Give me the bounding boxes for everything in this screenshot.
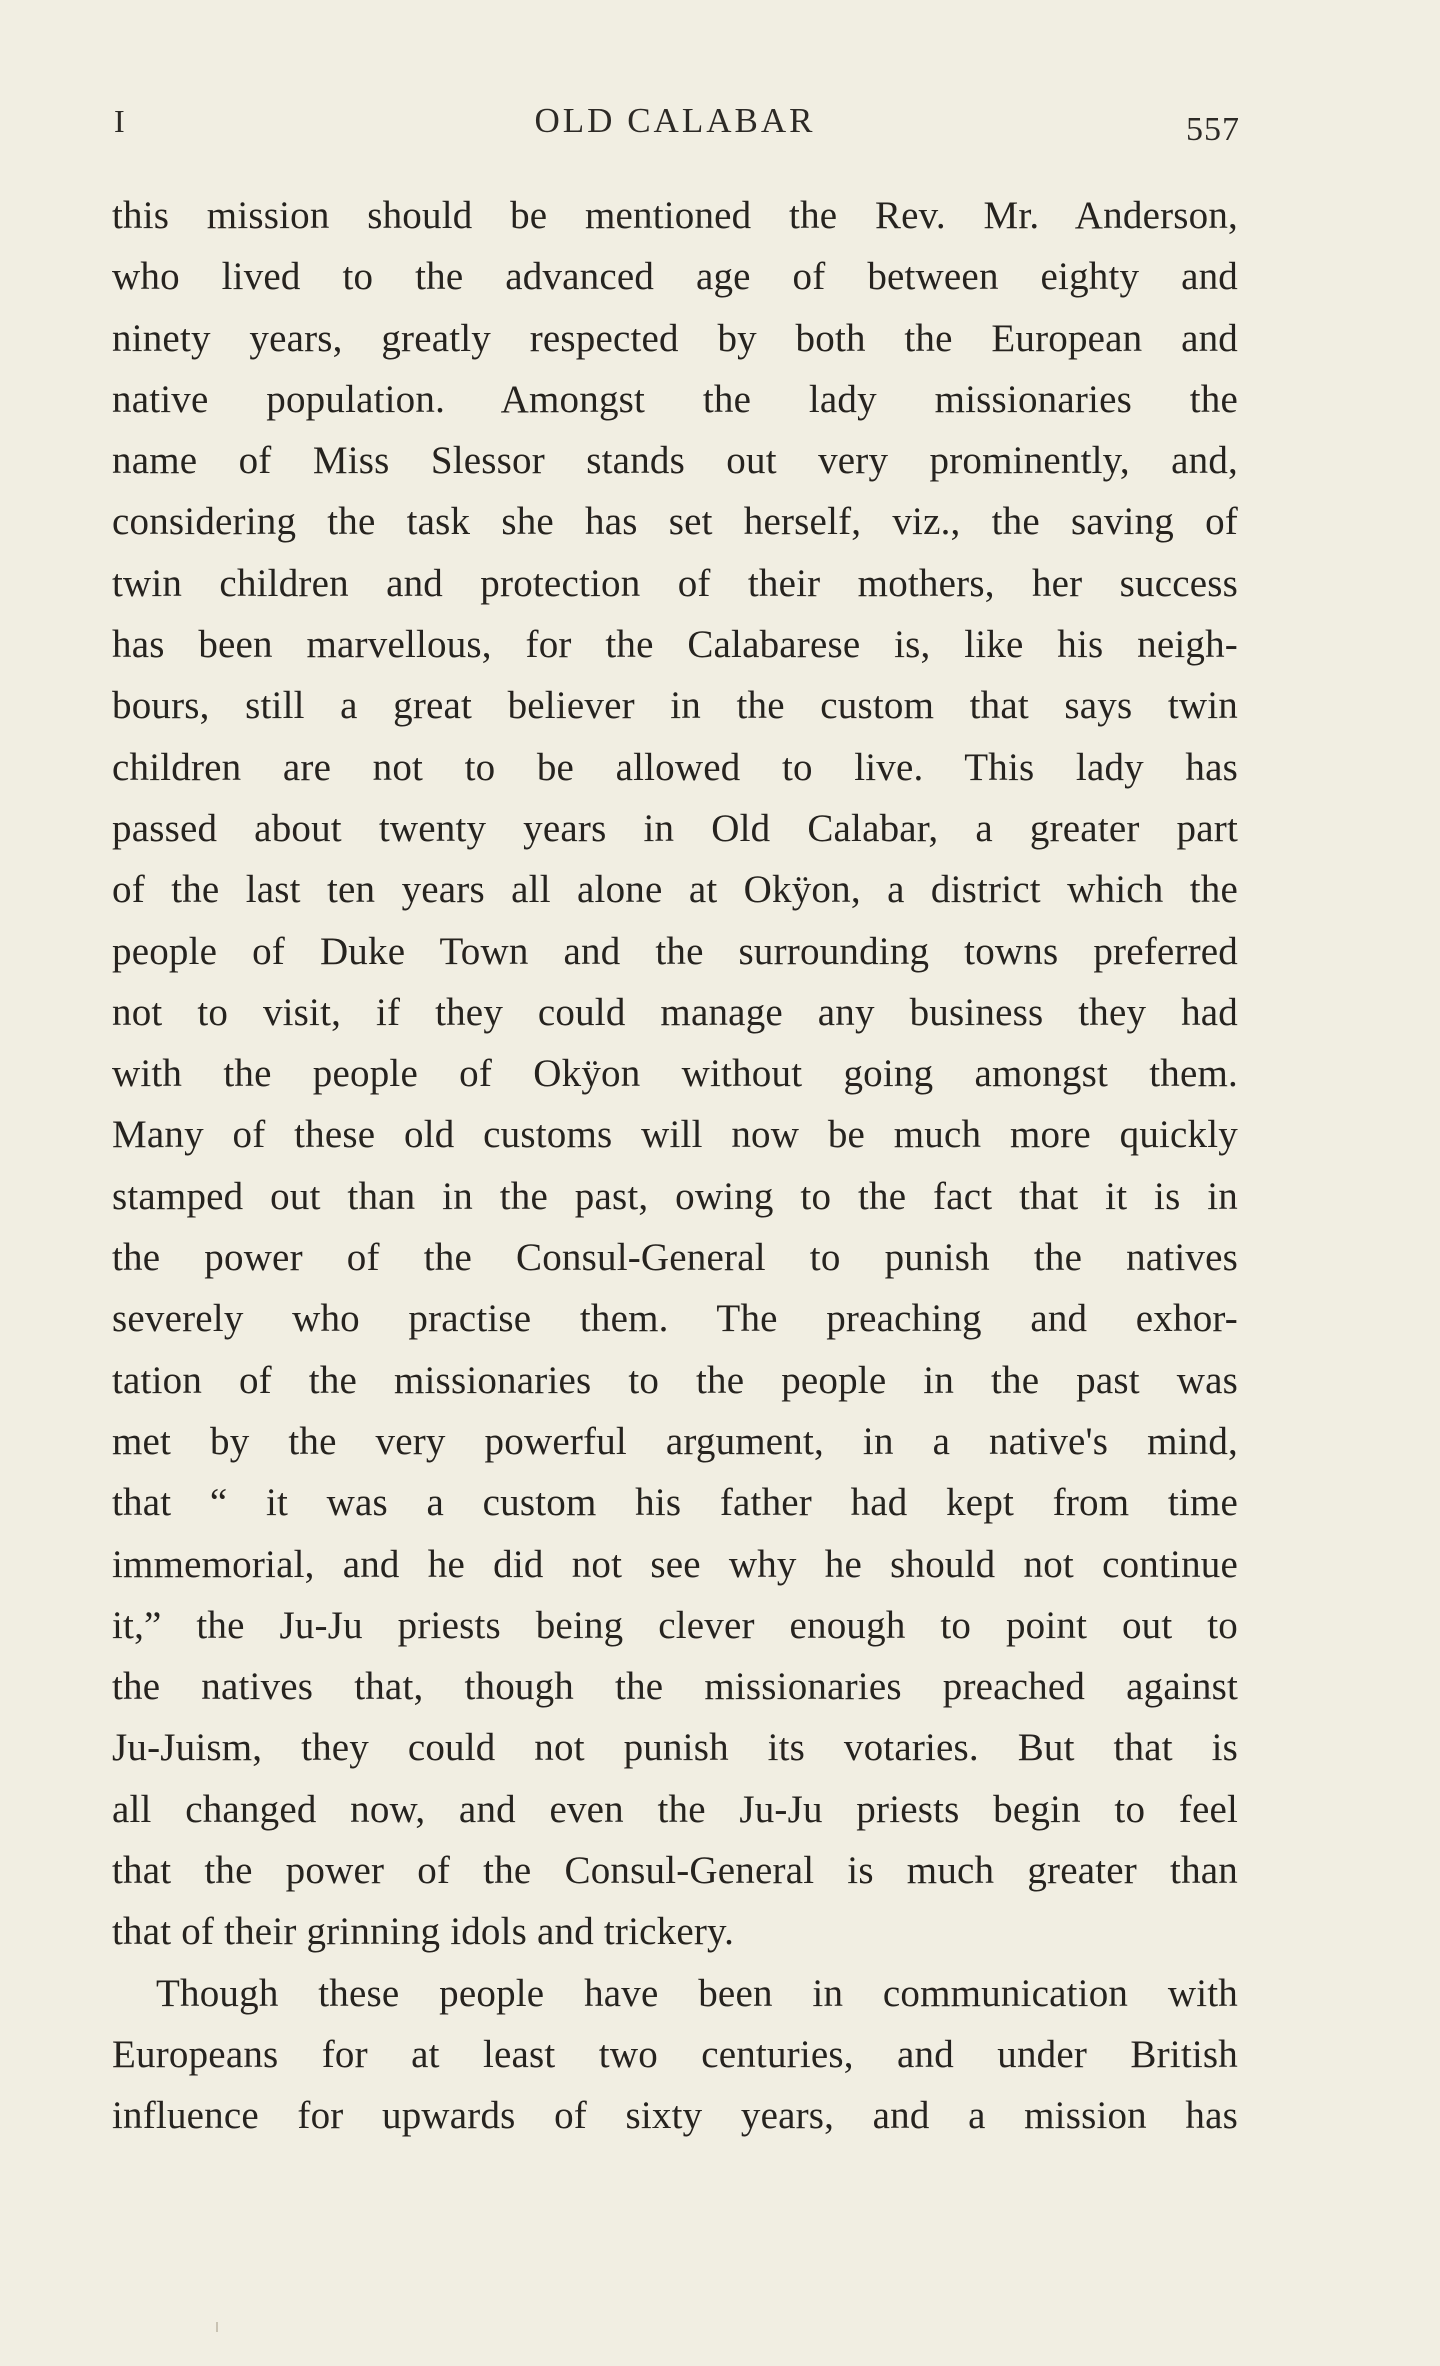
text-line: ninety years, greatly respected by both the European and — [112, 316, 1238, 360]
paper-speck — [216, 2322, 218, 2332]
text-line: that the power of the Consul-General is much greater than — [112, 1849, 1238, 1893]
body-text — [112, 185, 1238, 2147]
section-number: I — [114, 103, 126, 139]
text-line: all changed now, and even the Ju-Ju priests begin to feel — [112, 1787, 1238, 1831]
text-line: Many of these old customs will now be much more quickly — [112, 1113, 1238, 1157]
text-line: it,” the Ju-Ju priests being clever enough to point out to — [112, 1603, 1238, 1647]
text-line: who lived to the advanced age of between eighty and — [112, 255, 1238, 299]
text-line: native population. Amongst the lady missionaries the — [112, 377, 1238, 421]
text-line: with the people of Okÿon without going amongst them. — [112, 1052, 1238, 1096]
text-line: of the last ten years all alone at Okÿon, a district which the — [112, 868, 1238, 912]
text-line: tation of the missionaries to the people in the past was — [112, 1358, 1238, 1402]
running-head — [110, 95, 1240, 155]
text-line: not to visit, if they could manage any business they had — [112, 990, 1238, 1034]
text-line: considering the task she has set herself, viz., the saving of — [112, 500, 1238, 544]
text-line: name of Miss Slessor stands out very prominently, and, — [112, 439, 1238, 483]
running-title: OLD CALABAR — [534, 101, 816, 140]
text-line: bours, still a great believer in the custom that says twin — [112, 684, 1238, 728]
text-line: the natives that, though the missionaries preached against — [112, 1665, 1238, 1709]
text-line: that “ it was a custom his father had kept from time — [112, 1481, 1238, 1525]
text-line: this mission should be mentioned the Rev. Mr. Anderson, — [112, 194, 1238, 237]
text-line: immemorial, and he did not see why he should not continue — [112, 1542, 1238, 1586]
text-line: severely who practise them. The preaching and exhor- — [112, 1297, 1238, 1341]
text-line: stamped out than in the past, owing to the fact that it is in — [112, 1174, 1238, 1218]
text-line: met by the very powerful argument, in a native's mind, — [112, 1419, 1238, 1463]
text-line: Europeans for at least two centuries, and under British — [112, 2032, 1238, 2076]
text-line: has been marvellous, for the Calabarese is, like his neigh- — [112, 623, 1238, 667]
text-line: twin children and protection of their mothers, her success — [112, 561, 1238, 605]
paragraph-end-line: that of their grinning idols and trickery. — [112, 1910, 735, 1954]
text-line: children are not to be allowed to live. This lady has — [112, 745, 1238, 789]
text-line: the power of the Consul-General to punish the natives — [112, 1236, 1238, 1280]
paragraph-start-line: Though these people have been in communication with — [156, 1971, 1238, 2015]
text-line: people of Duke Town and the surrounding towns preferred — [112, 929, 1238, 973]
text-line: Ju-Juism, they could not punish its votaries. But that is — [112, 1726, 1238, 1770]
text-line: influence for upwards of sixty years, and a mission has — [112, 2094, 1238, 2138]
page-number: 557 — [1186, 111, 1240, 148]
text-line: passed about twenty years in Old Calabar, a greater part — [112, 806, 1238, 850]
